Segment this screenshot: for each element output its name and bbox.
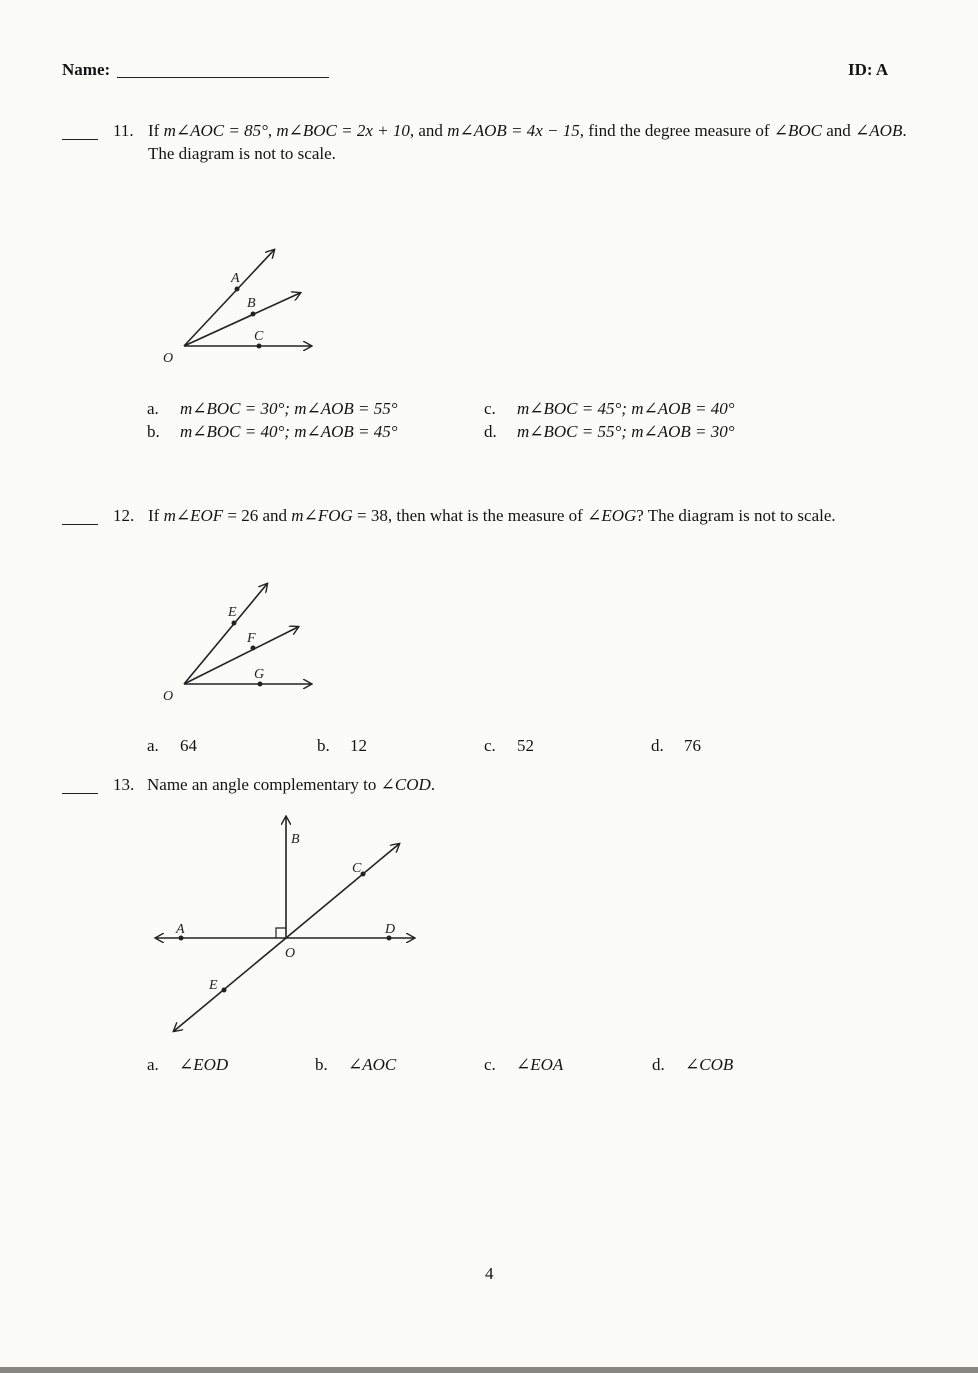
label-e: E [228, 605, 237, 620]
choice-11b[interactable]: m∠BOC = 40°; m∠AOB = 45° [180, 422, 398, 441]
right-angle-mark [276, 928, 286, 938]
label-d: D [385, 922, 396, 937]
choice-11d-letter: d. [484, 422, 497, 441]
label-a: A [231, 271, 240, 286]
choice-11c[interactable]: m∠BOC = 45°; m∠AOB = 40° [517, 399, 735, 418]
choice-13a[interactable]: ∠EOD [179, 1055, 229, 1074]
ray-oe [174, 938, 286, 1031]
label-b: B [291, 832, 300, 847]
choice-12d[interactable]: 76 [684, 736, 701, 755]
choice-13c-letter: c. [484, 1055, 496, 1074]
choice-11c-letter: c. [484, 399, 496, 418]
label-o: O [163, 689, 174, 704]
choice-12b-letter: b. [317, 736, 330, 755]
id-label: ID: A [848, 60, 889, 79]
label-a: A [176, 922, 185, 937]
page-number: 4 [485, 1264, 494, 1283]
name-label: Name: [62, 60, 111, 79]
label-c: C [254, 329, 264, 344]
choice-12a[interactable]: 64 [180, 736, 197, 755]
choice-12d-letter: d. [651, 736, 664, 755]
choice-13b[interactable]: ∠AOC [348, 1055, 397, 1074]
question-12-stem: If m∠EOF = 26 and m∠FOG = 38, then what is the measure of ∠EOG? The diagram is not to scale. [148, 506, 836, 525]
label-b: B [247, 296, 256, 311]
choice-13b-letter: b. [315, 1055, 328, 1074]
question-number-12: 12. [113, 506, 135, 525]
choice-11a-letter: a. [147, 399, 159, 418]
choice-13d-letter: d. [652, 1055, 665, 1074]
choice-12a-letter: a. [147, 736, 159, 755]
choice-12c[interactable]: 52 [517, 736, 534, 755]
question-11-note: The diagram is not to scale. [148, 144, 336, 163]
label-e: E [209, 978, 218, 993]
choice-13c[interactable]: ∠EOA [516, 1055, 564, 1074]
choice-11b-letter: b. [147, 422, 160, 441]
question-13-stem: Name an angle complementary to ∠COD. [147, 775, 436, 794]
label-f: F [247, 631, 256, 646]
point-e [222, 988, 227, 993]
ray-oc [286, 844, 399, 938]
choice-13d[interactable]: ∠COB [685, 1055, 734, 1074]
question-number-13: 13. [113, 775, 135, 794]
label-o: O [285, 946, 296, 961]
page-edge [0, 1367, 978, 1373]
label-o: O [163, 351, 174, 366]
label-g: G [254, 667, 265, 682]
question-11-stem: If m∠AOC = 85°, m∠BOC = 2x + 10, and m∠AOB = 4x − 15, find the degree measure of ∠BOC and ∠AOB. [148, 121, 907, 140]
question-number-11: 11. [113, 121, 134, 140]
label-c: C [352, 861, 362, 876]
choice-12b[interactable]: 12 [350, 736, 367, 755]
choice-11d[interactable]: m∠BOC = 55°; m∠AOB = 30° [517, 422, 735, 441]
choice-12c-letter: c. [484, 736, 496, 755]
choice-11a[interactable]: m∠BOC = 30°; m∠AOB = 55° [180, 399, 398, 418]
choice-13a-letter: a. [147, 1055, 159, 1074]
